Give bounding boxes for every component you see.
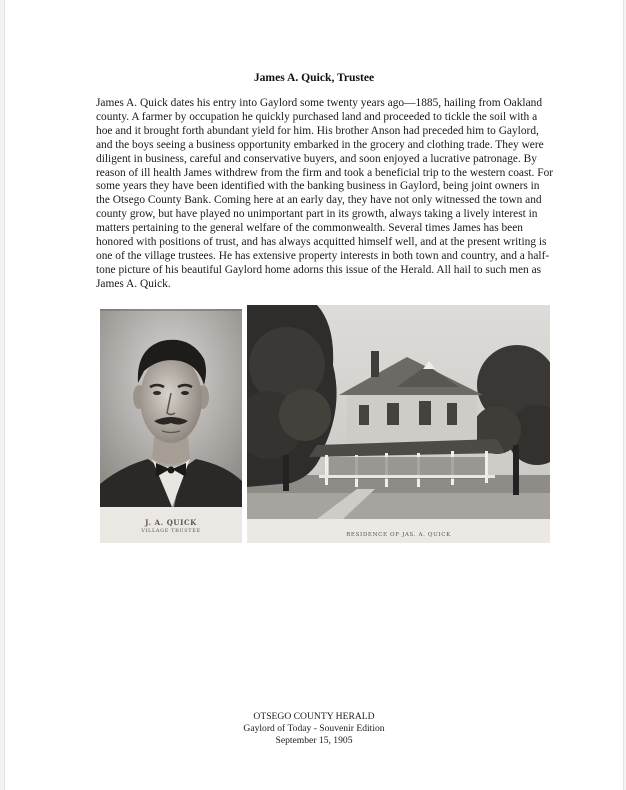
footer-edition: Gaylord of Today - Souvenir Edition [243,722,385,734]
residence-illustration [247,305,550,543]
footer-date: September 15, 1905 [275,734,353,746]
article-body: James A. Quick dates his entry into Gaylord some twenty years ago—1885, hailing from Oakland county. A farmer by occupation he quickly purchased land and proceeded to tickle the soil with a hoe and it brought forth abundant yield for him. His brother Anson had preceded him to Gaylord, and the boys seeing a business opportunity embarked in the grocery and clothing trade. They were diligent in business, careful and conservative buyers, and soon enjoyed a lucrative patronage. By reason of ill health James withdrew from the firm and took a beneficial trip to the western coast. For some years they have been identified with the banking business in Gaylord, being joint owners in the Otsego County Bank. Coming here at an early day, they have not only witnessed the town and county grow, but have played no unimportant part in its growth, always taking a lively interest in matters pertaining to the general welfare of the commonwealth. Several times James has been honored with positions of trust, and has always acquitted himself well, and at the present writing is one of the village trustees. He has extensive property interests in both town and country, and a half-tone picture of his beautiful Gaylord home adorns this issue of the Herald. All hail to such men as James A. Quick. [96,97,554,290]
portrait-caption-name: J. A. QUICK [145,518,197,527]
page-footer [5,711,623,746]
footer-publication: OTSEGO COUNTY HERALD [253,711,375,722]
residence-photo [247,305,550,543]
portrait-illustration [100,309,242,543]
portrait-photo [100,309,242,543]
residence-caption: RESIDENCE OF JAS. A. QUICK [346,532,451,538]
portrait-caption-role: VILLAGE TRUSTEE [141,528,201,534]
document-page [4,0,624,790]
article-title: James A. Quick, Trustee [253,71,375,84]
